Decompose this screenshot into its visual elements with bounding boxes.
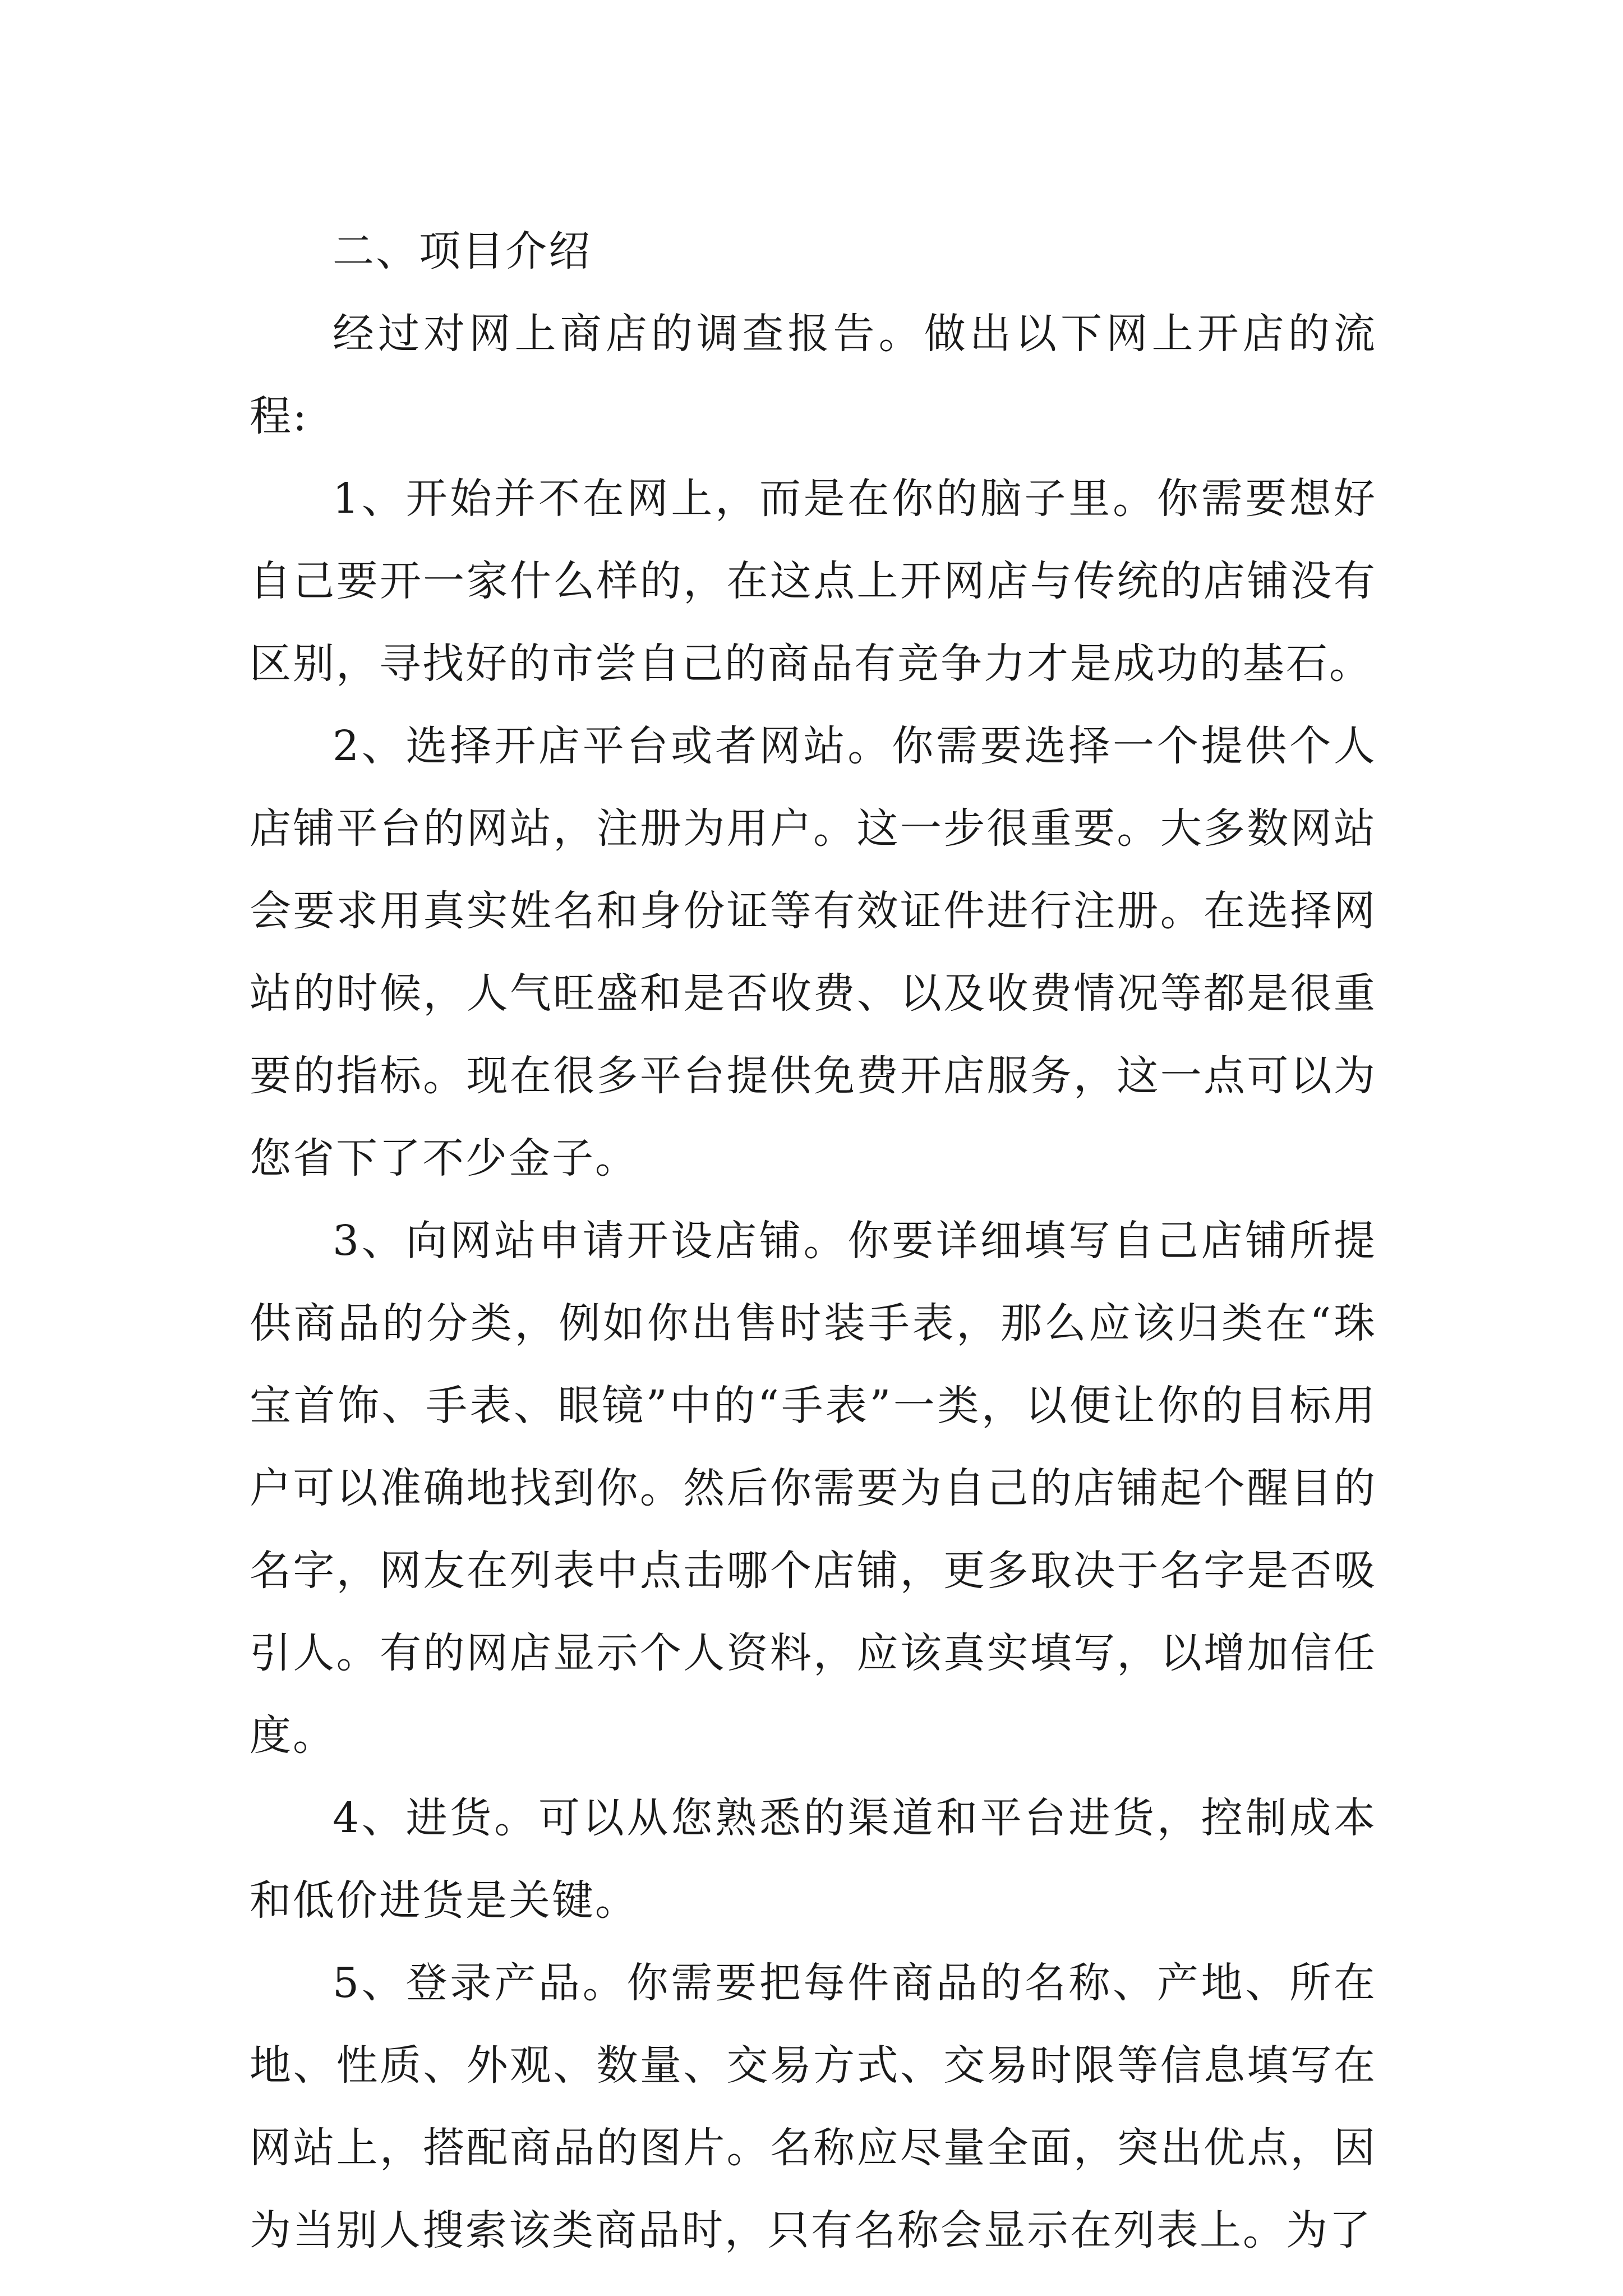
step-2-paragraph: 2、选择开店平台或者网站。你需要选择一个提供个人店铺平台的网站，注册为用户。这一步很重要。大多数网站会要求用真实姓名和身份证等有效证件进行注册。在选择网站的时候，人气旺盛和是否收费、以及收费情况等都是很重要的指标。现在很多平台提供免费开店服务，这一点可以为您省下了不少金子。	[250, 722, 1377, 1182]
step-4-paragraph: 4、进货。可以从您熟悉的渠道和平台进货，控制成本和低价进货是关键。	[250, 1794, 1377, 1925]
intro-paragraph: 经过对网上商店的调查报告。做出以下网上开店的流程:	[250, 310, 1377, 440]
step-1-paragraph: 1、开始并不在网上，而是在你的脑子里。你需要想好自己要开一家什么样的，在这点上开网店与传统的店铺没有区别，寻找好的市尝自己的商品有竞争力才是成功的基石。	[250, 475, 1377, 688]
document-body	[250, 210, 1377, 2272]
section-heading: 二、项目介绍	[333, 227, 592, 275]
step-5-paragraph: 5、登录产品。你需要把每件商品的名称、产地、所在地、性质、外观、数量、交易方式、交易时限等信息填写在网站上，搭配商品的图片。名称应尽量全面，突出优点，因为当别人搜索该类商品时，只有名称会显示在列表上。为了	[250, 1959, 1377, 2254]
step-3-paragraph: 3、向网站申请开设店铺。你要详细填写自己店铺所提供商品的分类，例如你出售时装手表，那么应该归类在“珠宝首饰、手表、眼镜”中的“手表”一类，以便让你的目标用户可以准确地找到你。然后你需要为自己的店铺起个醒目的名字，网友在列表中点击哪个店铺，更多取决于名字是否吸引人。有的网店显示个人资料，应该真实填写，以增加信任度。	[250, 1217, 1377, 1760]
